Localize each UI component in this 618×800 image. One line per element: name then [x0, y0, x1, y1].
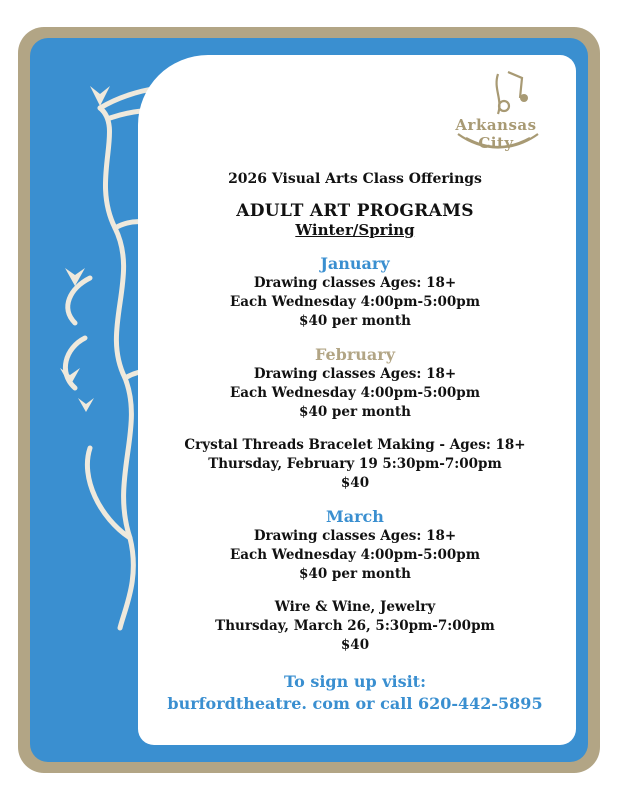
january-price: $40 per month: [299, 313, 411, 329]
class-offerings-content: [150, 170, 560, 715]
offerings-heading: 2026 Visual Arts Class Offerings: [228, 171, 482, 187]
january-class-name: Drawing classes Ages: 18+: [253, 275, 457, 291]
bracelet-price: $40: [340, 475, 370, 491]
month-february: February: [314, 345, 395, 364]
season-subtitle: Winter/Spring: [295, 221, 415, 239]
march-price: $40 per month: [299, 566, 411, 582]
january-schedule: Each Wednesday 4:00pm-5:00pm: [230, 294, 480, 310]
bracelet-schedule: Thursday, February 19 5:30pm-7:00pm: [208, 456, 502, 472]
wine-class-name: Wire & Wine, Jewelry: [274, 599, 436, 615]
signup-prompt: To sign up visit:: [284, 672, 426, 691]
wine-schedule: Thursday, March 26, 5:30pm-7:00pm: [215, 618, 495, 634]
signup-contact-link[interactable]: burfordtheatre. com or call 620-442-5895: [167, 694, 543, 713]
bracelet-class-name: Crystal Threads Bracelet Making - Ages: 18+: [184, 437, 526, 453]
wine-price: $40: [340, 637, 370, 653]
month-january: January: [320, 254, 390, 273]
march-class-name: Drawing classes Ages: 18+: [253, 528, 457, 544]
programs-title: ADULT ART PROGRAMS: [236, 201, 474, 221]
logo-wordmark: Arkansas City: [455, 116, 537, 152]
february-schedule: Each Wednesday 4:00pm-5:00pm: [230, 385, 480, 401]
february-price: $40 per month: [299, 404, 411, 420]
march-schedule: Each Wednesday 4:00pm-5:00pm: [230, 547, 480, 563]
february-class-name: Drawing classes Ages: 18+: [253, 366, 457, 382]
month-march: March: [326, 507, 384, 526]
